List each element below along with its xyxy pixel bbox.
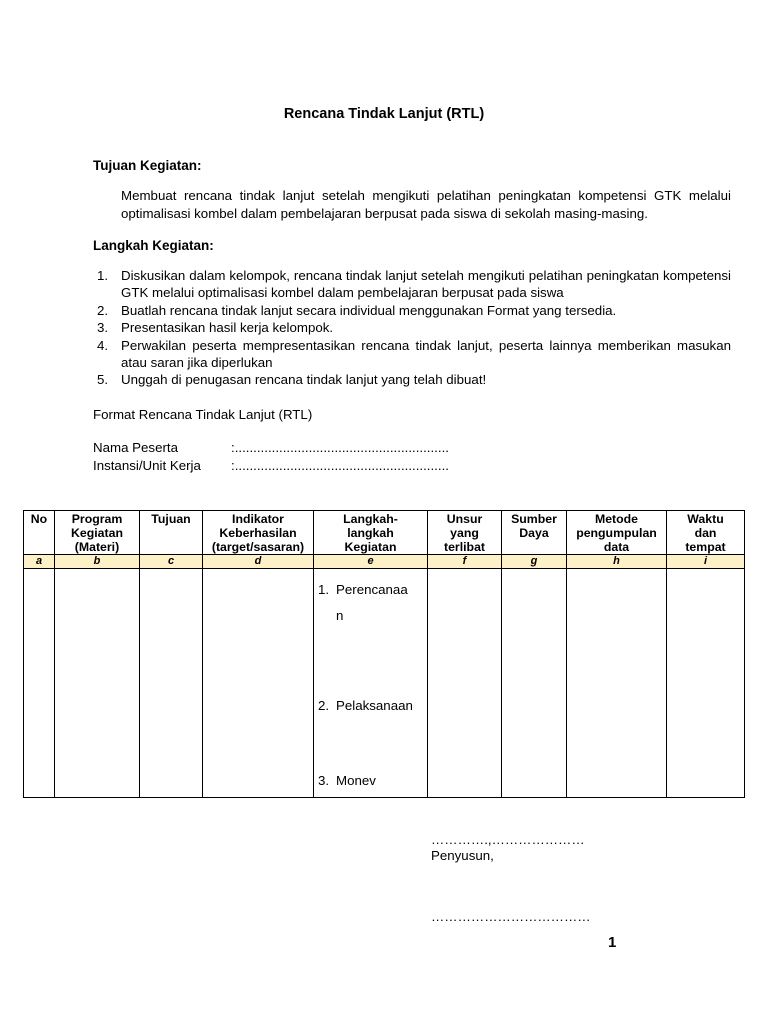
header-sumber: Sumber Daya	[502, 511, 567, 555]
langkah-item: 1. Perencanaa n	[318, 582, 408, 623]
cell-indikator	[203, 569, 314, 798]
cell-program	[55, 569, 140, 798]
cell-metode	[567, 569, 667, 798]
field-value: :..........................................................	[231, 440, 449, 455]
letter-cell: c	[140, 555, 203, 569]
header-waktu: Waktu dan tempat	[667, 511, 745, 555]
header-metode: Metode pengumpulan data	[567, 511, 667, 555]
list-item: 5. Unggah di penugasan rencana tindak lanjut yang telah dibuat!	[97, 372, 487, 388]
list-item: 2. Buatlah rencana tindak lanjut secara individual menggunakan Format yang tersedia.	[97, 302, 617, 318]
field-value: :..........................................................	[231, 458, 449, 473]
cell-no	[24, 569, 55, 798]
page-title: Rencana Tindak Lanjut (RTL)	[283, 106, 485, 122]
list-item: 3. Presentasikan hasil kerja kelompok.	[97, 320, 334, 336]
header-program: Program Kegiatan (Materi)	[55, 511, 140, 555]
field-label: Instansi/Unit Kerja	[93, 458, 201, 473]
letter-cell: a	[24, 555, 55, 569]
header-no: No	[24, 511, 55, 555]
cell-waktu	[667, 569, 745, 798]
signature-role: Penyusun,	[431, 848, 494, 863]
steps-list	[93, 267, 731, 389]
letter-cell: f	[428, 555, 502, 569]
cell-unsur	[428, 569, 502, 798]
table-row	[24, 569, 745, 798]
header-tujuan: Tujuan	[140, 511, 203, 555]
cell-sumber	[502, 569, 567, 798]
tujuan-paragraph: Membuat rencana tindak lanjut setelah mengikuti pelatihan peningkatan kompetensi GTK melalui optimalisasi kombel dalam pembelajaran berpusat pada siswa di sekolah masing-masing.	[121, 188, 731, 221]
header-indikator: Indikator Keberhasilan (target/sasaran)	[203, 511, 314, 555]
field-nama-peserta	[93, 440, 449, 455]
letter-cell: e	[314, 555, 428, 569]
rtl-table	[23, 510, 745, 798]
letter-cell: i	[667, 555, 745, 569]
format-label: Format Rencana Tindak Lanjut (RTL)	[93, 407, 313, 422]
field-instansi	[93, 458, 449, 473]
field-label: Nama Peserta	[93, 440, 178, 455]
cell-langkah	[314, 569, 428, 798]
letter-cell: b	[55, 555, 140, 569]
letter-cell: d	[203, 555, 314, 569]
header-unsur: Unsur yang terlibat	[428, 511, 502, 555]
header-langkah: Langkah- langkah Kegiatan	[314, 511, 428, 555]
langkah-item: 2. Pelaksanaan	[318, 698, 413, 713]
list-item: 1. Diskusikan dalam kelompok, rencana tindak lanjut setelah mengikuti pelatihan peningkatan kompetensi GTK melalui optimalisasi kombel dalam pembelajaran berpusat pada siswa	[97, 268, 731, 301]
signature-name-line: ………………………………	[431, 909, 591, 924]
table-letter-row	[24, 555, 745, 569]
signature-date-line: ………….,…………………	[431, 832, 585, 847]
list-item: 4. Perwakilan peserta mempresentasikan rencana tindak lanjut, peserta lainnya memberikan masukan atau saran jika diperlukan	[97, 337, 731, 371]
langkah-item: 3. Monev	[318, 773, 376, 788]
table-header-row	[24, 511, 745, 555]
letter-cell: h	[567, 555, 667, 569]
page-number: 1	[608, 934, 617, 951]
tujuan-heading: Tujuan Kegiatan:	[93, 158, 202, 173]
langkah-heading: Langkah Kegiatan:	[93, 238, 214, 253]
letter-cell: g	[502, 555, 567, 569]
cell-tujuan	[140, 569, 203, 798]
